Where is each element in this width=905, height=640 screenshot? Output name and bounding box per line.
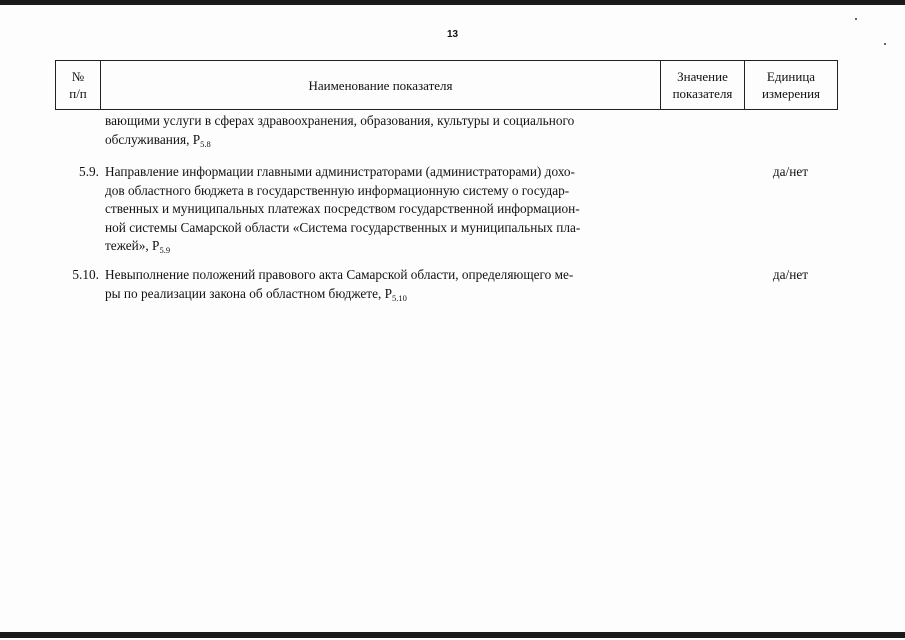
row-text-line: ной системы Самарской области «Система государственных и муниципальных пла- [105, 219, 581, 235]
row-text-line: вающими услуги в сферах здравоохранения, образования, культуры и социального [105, 113, 575, 128]
header-col-unit-line1: Единица [766, 69, 816, 84]
header-col-unit-line2: измерения [761, 86, 821, 101]
header-col-number [56, 61, 101, 110]
row-number: 5.9. [79, 164, 99, 179]
row-text-line [105, 131, 656, 150]
row-text-line: ственных и муниципальных платежах посредством государственной информацион- [105, 201, 580, 216]
scan-border-top [0, 0, 905, 5]
header-col-number-line1: № [71, 69, 85, 84]
table-header [55, 60, 838, 110]
indicator-subscript: 5.8 [200, 138, 211, 149]
header-col-value [661, 61, 745, 110]
row-text [105, 112, 656, 149]
header-col-number-line2: п/п [69, 86, 87, 101]
scan-speck [855, 18, 857, 20]
page-number: 13 [446, 29, 459, 40]
row-text-line [105, 285, 656, 304]
row-number: 5.10. [72, 267, 99, 282]
indicator-subscript: 5.10 [392, 292, 407, 303]
row-text [105, 266, 656, 303]
header-col-value-line1: Значение [677, 69, 728, 84]
row-text [105, 163, 656, 256]
row-text-fragment: обслуживания, Р [105, 131, 201, 147]
row-text-line: дов областного бюджета в государственную информационную систему о государ- [105, 182, 570, 198]
row-text-line [105, 237, 656, 256]
row-unit: да/нет [772, 164, 809, 179]
scan-border-bottom [0, 632, 905, 638]
header-col-unit [745, 61, 838, 110]
row-text-fragment: тежей», Р [105, 238, 160, 253]
header-col-value-line2: показателя [672, 86, 733, 101]
scan-speck [884, 43, 886, 45]
row-text-line: Направление информации главными администраторами (администраторами) дохо- [105, 164, 575, 179]
row-text-fragment: ры по реализации закона об областном бюджете, Р [105, 285, 393, 301]
indicator-subscript: 5.9 [159, 245, 171, 255]
header-col-name: Наименование показателя [101, 61, 661, 110]
row-text-line: Невыполнение положений правового акта Самарской области, определяющего ме- [105, 267, 574, 282]
row-unit: да/нет [772, 267, 809, 282]
